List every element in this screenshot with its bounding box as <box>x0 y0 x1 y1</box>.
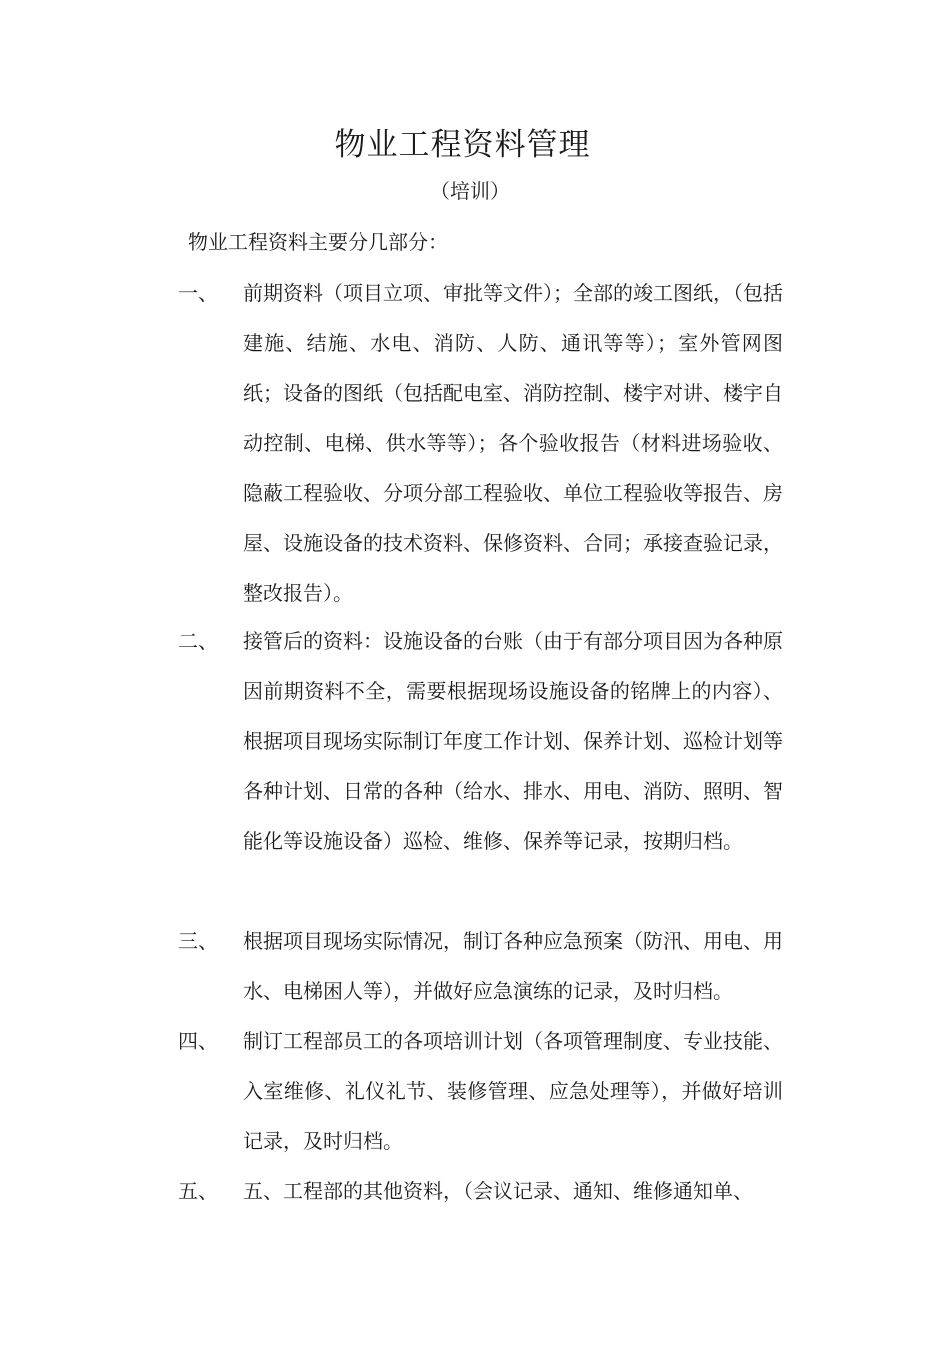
document-subtitle: （培训） <box>430 179 510 203</box>
document-title: 物业工程资料管理 <box>334 127 591 163</box>
section-number: 五、 <box>178 1179 218 1203</box>
section-number: 三、 <box>178 929 218 953</box>
section-1 <box>178 268 788 618</box>
section-2 <box>178 616 788 866</box>
section-text: 根据项目现场实际情况，制订各种应急预案（防汛、用电、用水、电梯困人等），并做好应急演练的记录，及时归档。 <box>243 929 783 1003</box>
section-text: 制订工程部员工的各项培训计划（各项管理制度、专业技能、入室维修、礼仪礼节、装修管理、应急处理等），并做好培训记录，及时归档。 <box>243 1029 783 1153</box>
section-3 <box>178 916 788 1016</box>
section-number: 四、 <box>178 1029 218 1053</box>
section-text: 接管后的资料：设施设备的台账（由于有部分项目因为各种原因前期资料不全，需要根据现场设施设备的铭牌上的内容）、根据项目现场实际制订年度工作计划、保养计划、巡检计划等各种计划、日常的各种（给水、排水、用电、消防、照明、智能化等设施设备）巡检、维修、保养等记录，按期归档。 <box>243 629 783 853</box>
section-4 <box>178 1016 788 1166</box>
section-text: 前期资料（项目立项、审批等文件）；全部的竣工图纸，（包括建施、结施、水电、消防、人防、通讯等等）；室外管网图纸；设备的图纸（包括配电室、消防控制、楼宇对讲、楼宇自动控制、电梯、供水等等）；各个验收报告（材料进场验收、隐蔽工程验收、分项分部工程验收、单位工程验收等报告、房屋、设施设备的技术资料、保修资料、合同；承接查验记录，整改报告）。 <box>243 281 783 605</box>
section-number: 一、 <box>178 281 218 305</box>
intro-paragraph: 物业工程资料主要分几部分： <box>188 230 448 254</box>
section-text: 五、工程部的其他资料，（会议记录、通知、维修通知单、 <box>243 1179 753 1203</box>
section-5 <box>178 1166 788 1216</box>
section-number: 二、 <box>178 629 218 653</box>
